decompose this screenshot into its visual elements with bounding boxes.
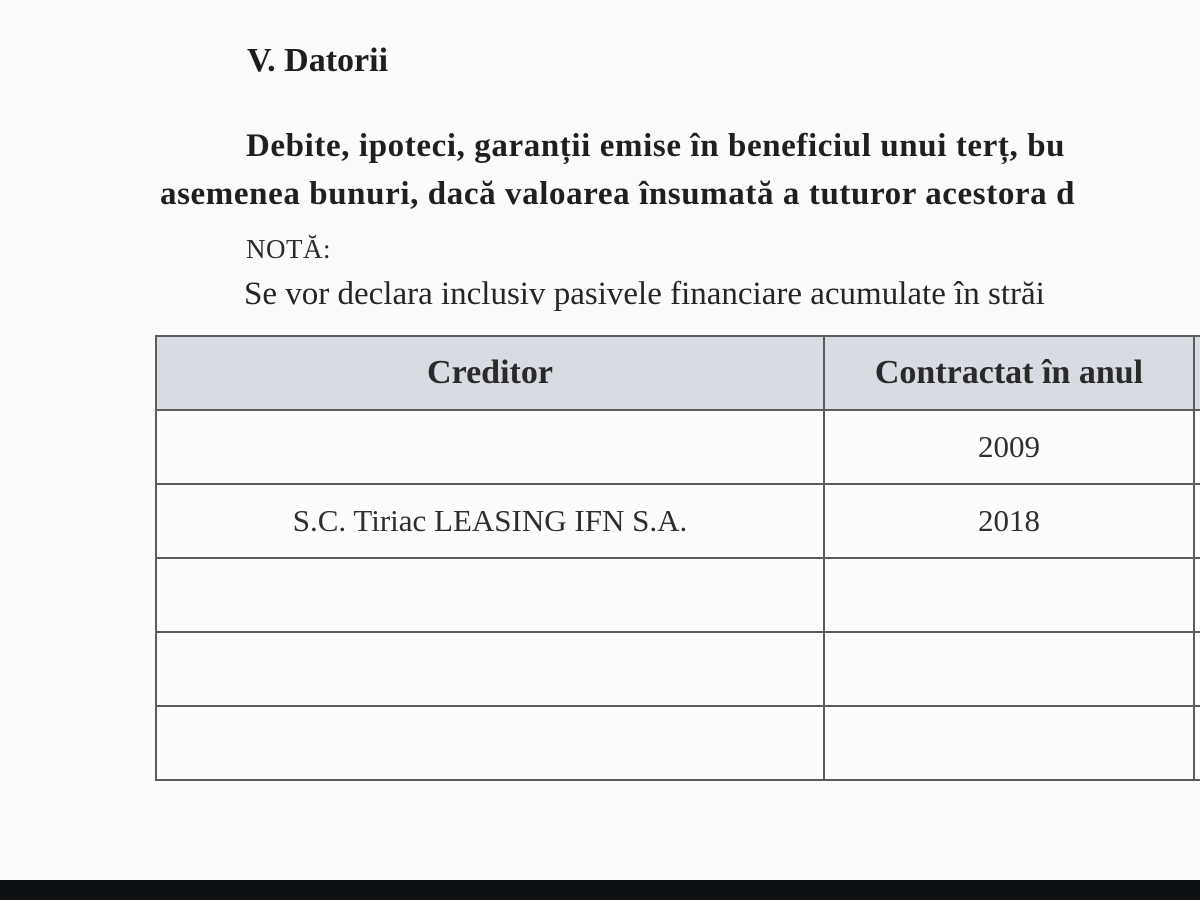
creditor-cell: S.C. Tiriac LEASING IFN S.A. <box>156 484 824 558</box>
note-label: NOTĂ: <box>246 234 331 264</box>
table-row <box>156 410 1200 484</box>
extra-cell <box>1194 706 1200 780</box>
creditor-cell <box>156 706 824 780</box>
section-title: V. Datorii <box>247 42 389 79</box>
year-cell: 2009 <box>824 410 1194 484</box>
creditor-cell <box>156 558 824 632</box>
table-row <box>156 706 1200 780</box>
extra-cell <box>1194 484 1200 558</box>
extra-cell <box>1194 558 1200 632</box>
bottom-dark-bar <box>0 880 1200 900</box>
paragraph-line-2: asemenea bunuri, dacă valoarea însumată a tuturor acestora d <box>160 176 1076 212</box>
year-cell <box>824 706 1194 780</box>
debts-table <box>155 335 1200 781</box>
table-row <box>156 632 1200 706</box>
creditor-cell <box>156 632 824 706</box>
extra-cell <box>1194 410 1200 484</box>
extra-cell <box>1194 632 1200 706</box>
table-header-row <box>156 336 1200 410</box>
header-contract-year: Contractat în anul <box>824 336 1194 410</box>
header-creditor: Creditor <box>156 336 824 410</box>
header-extra <box>1194 336 1200 410</box>
creditor-cell <box>156 410 824 484</box>
table-row <box>156 558 1200 632</box>
paragraph-line-1: Debite, ipoteci, garanții emise în beneficiul unui terț, bu <box>246 128 1066 164</box>
year-cell <box>824 632 1194 706</box>
year-cell: 2018 <box>824 484 1194 558</box>
note-text: Se vor declara inclusiv pasivele financiare acumulate în străi <box>244 276 1045 312</box>
table-row <box>156 484 1200 558</box>
year-cell <box>824 558 1194 632</box>
